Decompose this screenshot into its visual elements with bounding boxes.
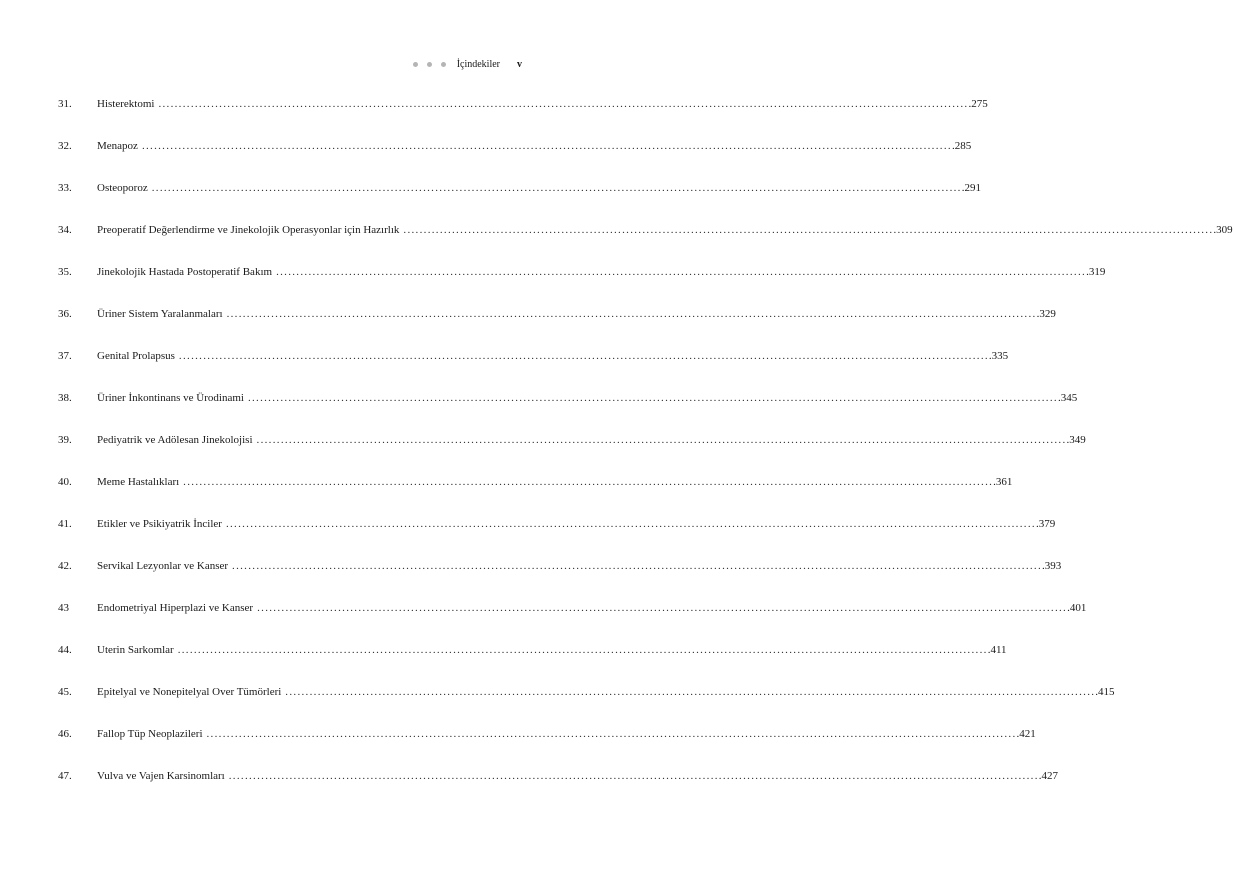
dot-leader: ........................................................................................................................................................................................................ [177, 644, 988, 656]
toc-entry-title: Üriner İnkontinans ve Ürodinami [97, 392, 244, 404]
toc-entry[interactable] [58, 181, 981, 223]
toc-entry-title: Epitelyal ve Nonepitelyal Over Tümörleri [97, 686, 282, 698]
toc-entry[interactable] [58, 643, 1007, 685]
toc-entry-title: Uterin Sarkomlar [97, 644, 174, 656]
toc-entry-title: Osteoporoz [97, 182, 148, 194]
dot-leader: ........................................................................................................................................................................................................ [226, 308, 1037, 320]
dot-leader: ........................................................................................................................................................................................................ [285, 686, 1096, 698]
toc-entry[interactable] [58, 517, 1056, 559]
toc-entry-number: 41. [58, 518, 72, 530]
toc-entry-title: Genital Prolapsus [97, 350, 175, 362]
toc-entry[interactable] [58, 391, 1078, 433]
toc-entry-number: 36. [58, 308, 72, 320]
toc-entry-page: .421 [1016, 728, 1036, 740]
toc-entry[interactable] [58, 307, 1056, 349]
toc-entry-number: 35. [58, 266, 72, 278]
ornament-dot-icon [441, 62, 446, 67]
toc-entry-page: .291 [961, 182, 981, 194]
toc-entry-number: 33. [58, 182, 72, 194]
dot-leader: ........................................................................................................................................................................................................ [256, 434, 1067, 446]
toc-entry-page: .329 [1036, 308, 1056, 320]
toc-entry-number: 42. [58, 560, 72, 572]
toc-entry-page: .275 [968, 98, 988, 110]
toc-entry-number: 32. [58, 140, 72, 152]
header-dots-ornament [413, 62, 446, 67]
page-header [413, 59, 522, 70]
toc-entry-number: 39. [58, 434, 72, 446]
dot-leader: ........................................................................................................................................................................................................ [276, 266, 1087, 278]
toc-entry[interactable] [58, 139, 972, 181]
toc-entry[interactable] [58, 349, 1009, 391]
toc-entry-title: Vulva ve Vajen Karsinomları [97, 770, 225, 782]
toc-entry-number: 31. [58, 98, 72, 110]
toc-entry[interactable] [58, 769, 1058, 811]
page-number: v [517, 59, 522, 70]
dot-leader: ........................................................................................................................................................................................................ [183, 476, 994, 488]
toc-entry-page: .319 [1086, 266, 1106, 278]
toc-entry-number: 47. [58, 770, 72, 782]
toc-entry[interactable] [58, 265, 1106, 307]
dot-leader: ........................................................................................................................................................................................................ [206, 728, 1017, 740]
toc-entry[interactable] [58, 601, 1087, 643]
toc-entry-number: 38. [58, 392, 72, 404]
toc-entry-page: .411 [987, 644, 1007, 656]
table-of-contents [58, 97, 1233, 811]
toc-entry-page: .335 [988, 350, 1009, 362]
toc-entry-title: Fallop Tüp Neoplazileri [97, 728, 203, 740]
toc-entry[interactable] [58, 559, 1062, 601]
section-title: İçindekiler [456, 59, 500, 70]
toc-entry[interactable] [58, 475, 1013, 517]
toc-entry-title: Meme Hastalıkları [97, 476, 180, 488]
toc-entry-title: Servikal Lezyonlar ve Kanser [97, 560, 229, 572]
toc-entry-title: Etikler ve Psikiyatrik İnciler [97, 518, 222, 530]
ornament-dot-icon [427, 62, 432, 67]
toc-entry-page: .345 [1057, 392, 1078, 404]
dot-leader: ........................................................................................................................................................................................................ [257, 602, 1068, 614]
toc-entry-title: Jinekolojik Hastada Postoperatif Bakım [97, 266, 273, 278]
dot-leader: ........................................................................................................................................................................................................ [403, 224, 1214, 236]
toc-entry[interactable] [58, 433, 1086, 475]
toc-entry-number: 46. [58, 728, 72, 740]
toc-entry-page: .415 [1095, 686, 1115, 698]
toc-entry[interactable] [58, 685, 1115, 727]
toc-entry-title: Histerektomi [97, 98, 155, 110]
toc-entry-number: 43 [58, 602, 69, 614]
toc-entry-title: Endometriyal Hiperplazi ve Kanser [97, 602, 254, 614]
toc-entry-page: .285 [951, 140, 972, 152]
dot-leader: ........................................................................................................................................................................................................ [225, 518, 1036, 530]
toc-entry-title: Üriner Sistem Yaralanmaları [97, 308, 223, 320]
toc-entry-page: .379 [1035, 518, 1056, 530]
toc-entry-page: .401 [1067, 602, 1087, 614]
dot-leader: ........................................................................................................................................................................................................ [232, 560, 1043, 572]
dot-leader: ........................................................................................................................................................................................................ [228, 770, 1039, 782]
toc-entry-page: .309 [1213, 224, 1233, 236]
toc-entry-number: 37. [58, 350, 72, 362]
dot-leader: ........................................................................................................................................................................................................ [178, 350, 989, 362]
toc-entry-title: Pediyatrik ve Adölesan Jinekolojisi [97, 434, 253, 446]
toc-entry-page: .393 [1042, 560, 1062, 572]
toc-entry-number: 44. [58, 644, 72, 656]
dot-leader: ........................................................................................................................................................................................................ [158, 98, 969, 110]
toc-entry-number: 40. [58, 476, 72, 488]
toc-entry[interactable] [58, 223, 1233, 265]
toc-entry-page: .349 [1066, 434, 1086, 446]
toc-entry-page: .427 [1038, 770, 1058, 782]
ornament-dot-icon [413, 62, 418, 67]
dot-leader: ........................................................................................................................................................................................................ [151, 182, 962, 194]
dot-leader: ........................................................................................................................................................................................................ [247, 392, 1058, 404]
dot-leader: ........................................................................................................................................................................................................ [141, 140, 952, 152]
toc-entry-number: 45. [58, 686, 72, 698]
toc-entry-title: Preoperatif Değerlendirme ve Jinekolojik Operasyonlar için Hazırlık [97, 224, 400, 236]
toc-entry[interactable] [58, 97, 988, 139]
toc-entry-title: Menapoz [97, 140, 138, 152]
toc-entry-number: 34. [58, 224, 72, 236]
toc-entry-page: .361 [993, 476, 1013, 488]
toc-entry[interactable] [58, 727, 1036, 769]
